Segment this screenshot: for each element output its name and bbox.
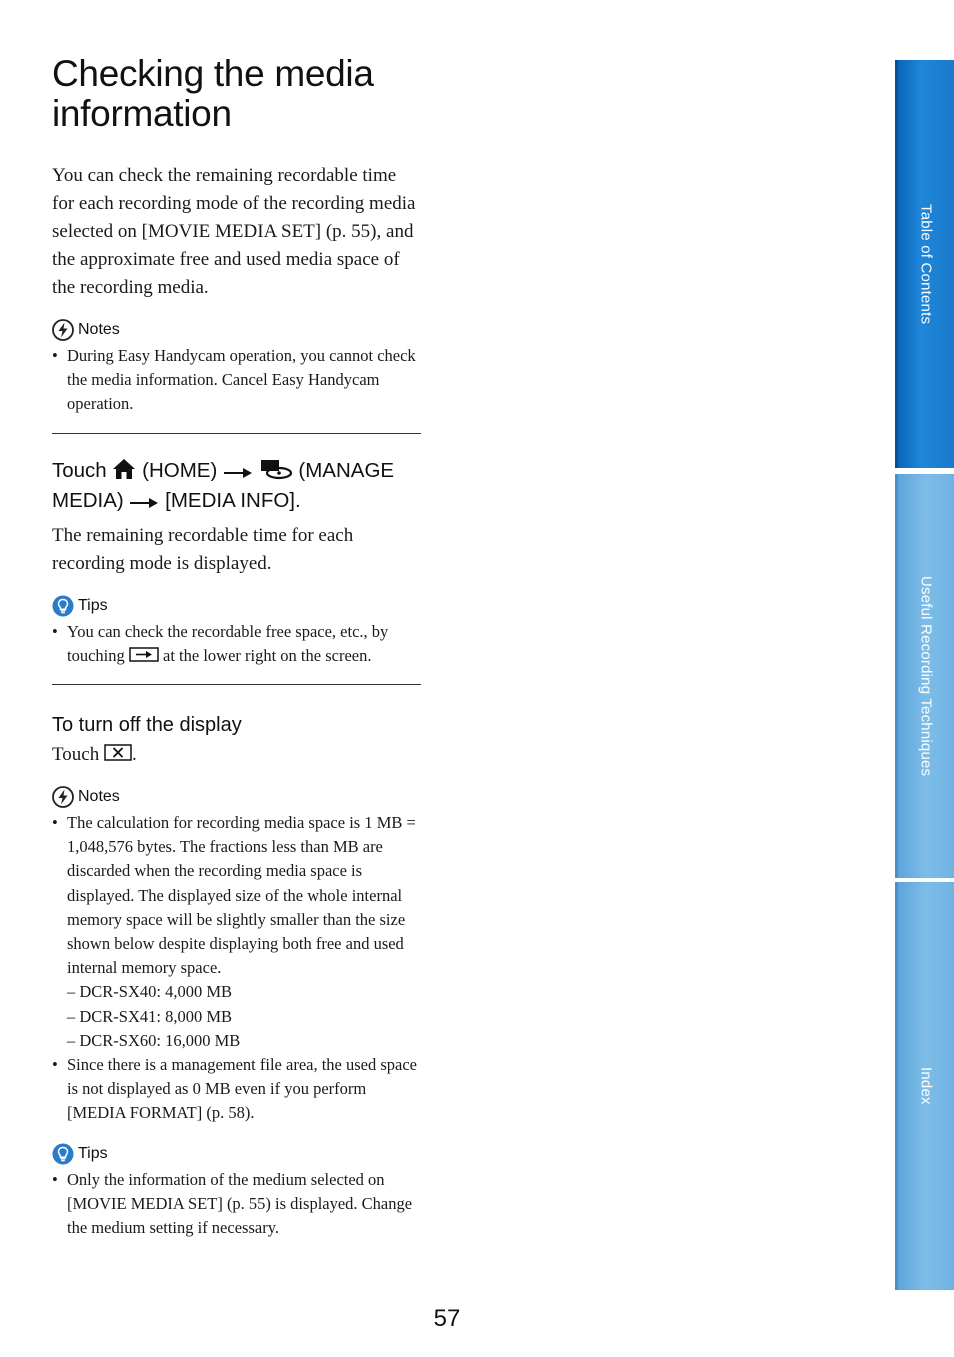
list-item: • The calculation for recording media space is 1 MB = 1,048,576 bytes. The fractions less than MB are discarded when the recording media space is displayed. The displayed size of the whole internal memory space will be slightly smaller than the size shown below despite displaying both free and used internal memory space. – DCR-SX40: 4,000 MB – DCR-SX41: 8,000 MB – DCR-SX60: 16,000 MB — [52, 811, 422, 1053]
notes-icon — [52, 786, 74, 808]
step-instruction — [52, 456, 422, 516]
tab-label: Table of Contents — [917, 203, 935, 325]
turn-off-heading: To turn off the display — [52, 714, 242, 737]
step-manage-media: (MANAGE MEDIA) — [52, 458, 395, 512]
notes-header — [52, 785, 422, 809]
turn-off-instruction: Touch . — [52, 744, 137, 766]
tips-header — [52, 1142, 422, 1166]
list-item: • Only the information of the medium selected on [MOVIE MEDIA SET] (p. 55) is displayed. Change the medium setting if necessary. — [52, 1168, 422, 1241]
intro-paragraph: You can check the remaining recordable time for each recording mode of the recording media selected on [MOVIE MEDIA SET] (p. 55), and the approximate free and used media space of the recording media. — [52, 165, 416, 298]
notes-icon — [52, 319, 74, 341]
sidebar-nav — [895, 60, 954, 1290]
manage-media-icon — [259, 458, 293, 480]
notes-list — [52, 344, 422, 417]
step-media-info: [MEDIA INFO]. — [165, 488, 301, 512]
tab-label: Index — [917, 1067, 935, 1105]
page-number: 57 — [433, 1305, 461, 1332]
close-icon — [104, 744, 132, 761]
next-arrow-button-icon — [129, 647, 159, 662]
list-item: • During Easy Handycam operation, you cannot check the media information. Cancel Easy Handycam operation. — [52, 344, 422, 417]
home-icon — [112, 458, 136, 480]
tips-label: Tips — [78, 1144, 108, 1162]
tips-header — [52, 594, 422, 618]
list-item: • You can check the recordable free space, etc., by touching at the lower right on the screen. — [52, 620, 422, 668]
notes-list — [52, 811, 422, 1126]
notes-header — [52, 318, 422, 342]
main-content — [52, 54, 422, 1240]
arrow-right-icon — [223, 466, 253, 480]
tips-list — [52, 620, 422, 668]
tab-index[interactable] — [895, 882, 954, 1290]
arrow-right-icon — [129, 496, 159, 510]
step-touch: Touch — [52, 458, 107, 482]
list-item: • Since there is a management file area, the used space is not displayed as 0 MB even if you perform [MEDIA FORMAT] (p. 58). — [52, 1053, 422, 1126]
tips-list — [52, 1168, 422, 1241]
section-divider — [52, 433, 421, 434]
tab-useful-recording-techniques[interactable] — [895, 474, 954, 878]
model-spec: – DCR-SX60: 16,000 MB — [67, 1030, 241, 1050]
notes-label: Notes — [78, 321, 120, 338]
model-spec: – DCR-SX41: 8,000 MB — [67, 1006, 233, 1026]
step-result: The remaining recordable time for each recording mode is displayed. — [52, 524, 354, 574]
page-title: Checking the media information — [52, 53, 374, 134]
model-spec: – DCR-SX40: 4,000 MB — [67, 982, 233, 1002]
section-divider — [52, 684, 421, 685]
tab-table-of-contents[interactable] — [895, 60, 954, 468]
tips-label: Tips — [78, 596, 108, 614]
tips-icon — [52, 595, 74, 617]
step-home: (HOME) — [142, 458, 218, 482]
tab-label: Useful Recording Techniques — [917, 575, 935, 777]
notes-label: Notes — [78, 788, 120, 806]
tips-icon — [52, 1143, 74, 1165]
